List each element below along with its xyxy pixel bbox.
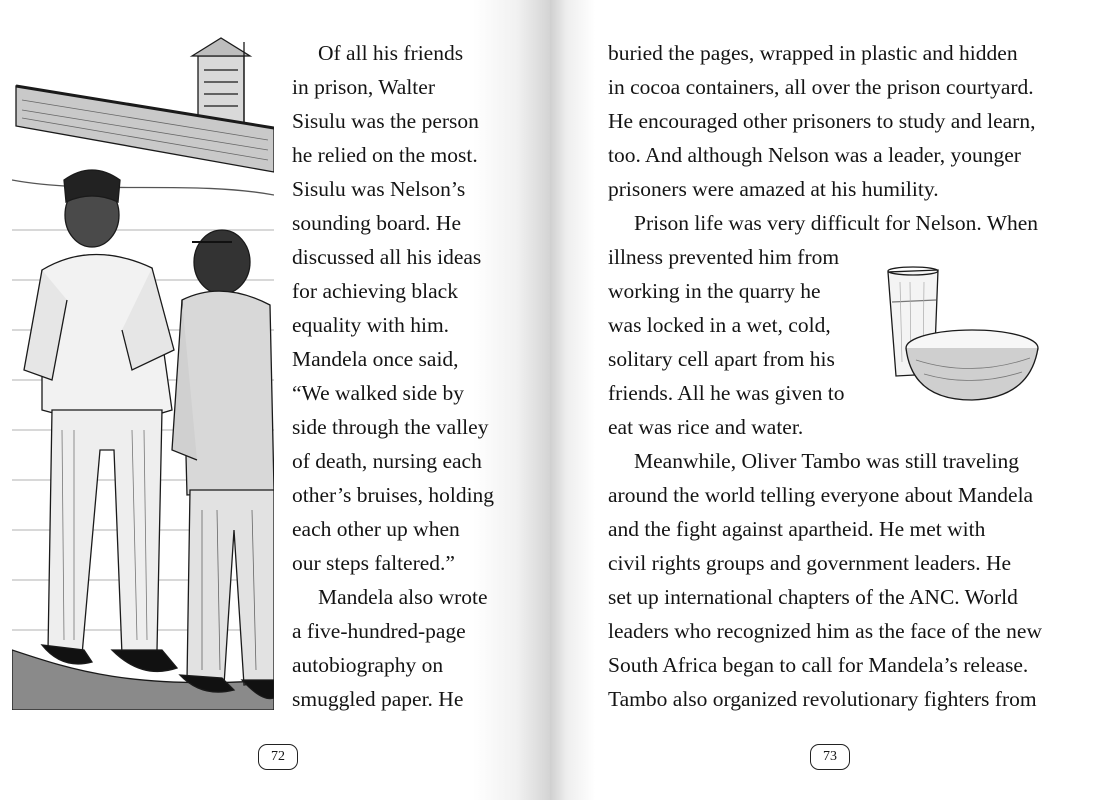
right-page-text (608, 36, 1042, 716)
text-line: eat was rice and water. (608, 415, 804, 439)
text-line: Mandela also wrote (318, 585, 488, 609)
left-page-text (292, 36, 494, 716)
text-line: Of all his friends (318, 41, 464, 65)
text-line: working in the quarry he (608, 279, 821, 303)
text-line: discussed all his ideas (292, 245, 482, 269)
text-line: Mandela once said, (292, 347, 459, 371)
text-line: solitary cell apart from his (608, 347, 835, 371)
text-line: civil rights groups and government leaders. He (608, 551, 1012, 575)
text-line: around the world telling everyone about Mandela (608, 483, 1034, 507)
text-line: Sisulu was Nelson’s (292, 177, 466, 201)
text-line: other’s bruises, holding (292, 483, 495, 507)
text-line: leaders who recognized him as the face of the new (608, 619, 1042, 643)
text-line: Meanwhile, Oliver Tambo was still traveling (634, 449, 1020, 473)
text-line: set up international chapters of the ANC. World (608, 585, 1018, 609)
text-line: Sisulu was the person (292, 109, 479, 133)
text-line: of death, nursing each (292, 449, 482, 473)
page-number-left: 72 (258, 744, 298, 770)
text-line: smuggled paper. He (292, 687, 464, 711)
text-line: in prison, Walter (292, 75, 435, 99)
text-line: was locked in a wet, cold, (608, 313, 831, 337)
text-line: in cocoa containers, all over the prison courtyard. (608, 75, 1034, 99)
text-line: He encouraged other prisoners to study and learn, (608, 109, 1036, 133)
text-line: our steps faltered.” (292, 551, 455, 575)
page-number-right: 73 (810, 744, 850, 770)
text-line: too. And although Nelson was a leader, younger (608, 143, 1021, 167)
text-line: illness prevented him from (608, 245, 840, 269)
text-line: each other up when (292, 517, 460, 541)
text-line: Prison life was very difficult for Nelson. When (634, 211, 1039, 235)
text-line: South Africa began to call for Mandela’s release. (608, 653, 1029, 677)
prison-yard-illustration (12, 30, 274, 710)
text-line: prisoners were amazed at his humility. (608, 177, 939, 201)
text-line: equality with him. (292, 313, 450, 337)
text-line: for achieving black (292, 279, 458, 303)
text-line: he relied on the most. (292, 143, 478, 167)
text-line: buried the pages, wrapped in plastic and hidden (608, 41, 1018, 65)
text-line: autobiography on (292, 653, 444, 677)
text-line: side through the valley (292, 415, 489, 439)
text-line: a five-hundred-page (292, 619, 466, 643)
text-line: Tambo also organized revolutionary fighters from (608, 687, 1037, 711)
text-line: sounding board. He (292, 211, 461, 235)
text-line: and the fight against apartheid. He met with (608, 517, 986, 541)
text-line: “We walked side by (292, 381, 464, 405)
text-line: friends. All he was given to (608, 381, 845, 405)
